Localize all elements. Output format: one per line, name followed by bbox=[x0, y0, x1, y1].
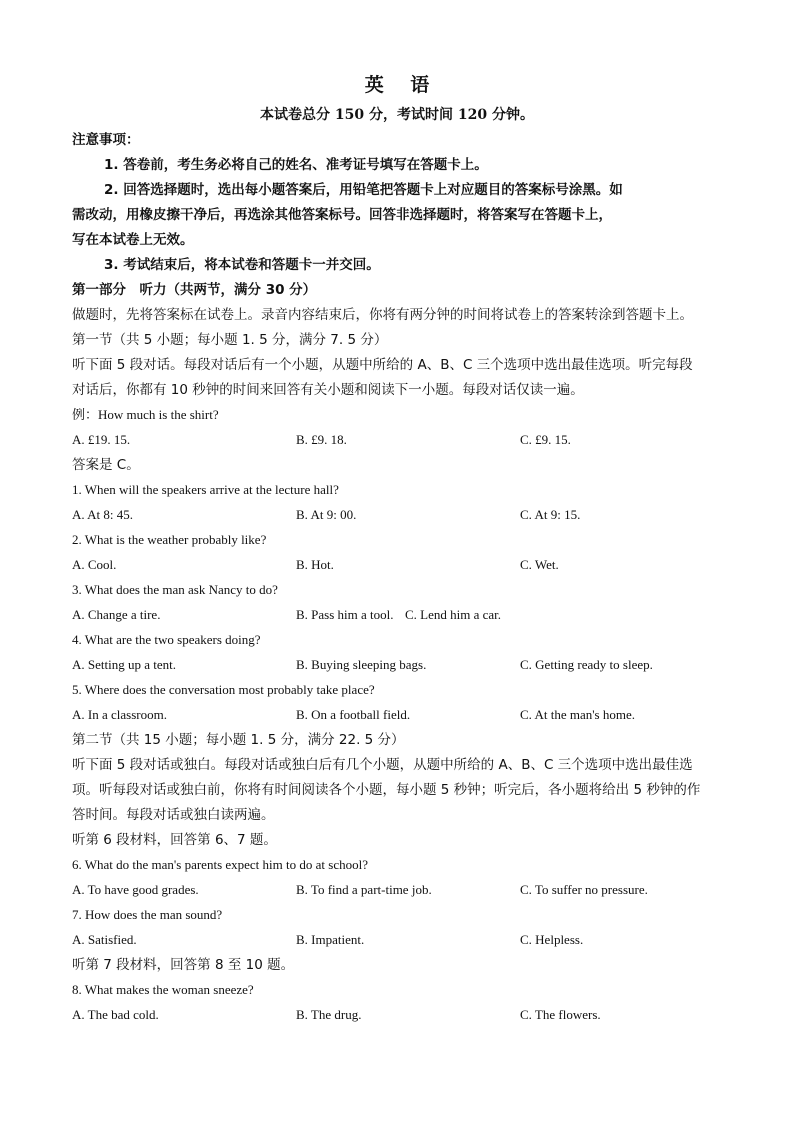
question-4: 4. What are the two speakers doing? bbox=[72, 632, 261, 647]
question-7-option-b: B. Impatient. bbox=[296, 932, 365, 947]
note-2-line-1: 2. 回答选择题时，选出每小题答案后，用铅笔把答题卡上对应题目的答案标号涂黑。如 bbox=[104, 182, 623, 198]
question-4-option-a: A. Setting up a tent. bbox=[72, 657, 176, 672]
question-1: 1. When will the speakers arrive at the lecture hall? bbox=[72, 482, 339, 497]
question-3-option-c: C. Lend him a car. bbox=[405, 607, 502, 622]
question-1-option-b: B. At 9: 00. bbox=[296, 507, 357, 522]
question-6: 6. What do the man's parents expect him to do at school? bbox=[72, 857, 368, 872]
example-question: 例：How much is the shirt? bbox=[72, 407, 219, 422]
notes-heading: 注意事项： bbox=[72, 132, 140, 148]
material-6-heading: 听第 6 段材料，回答第 6、7 题。 bbox=[72, 832, 277, 848]
note-1: 1. 答卷前，考生务必将自己的姓名、准考证号填写在答题卡上。 bbox=[104, 157, 488, 173]
example-option-b: B. £9. 18. bbox=[296, 432, 347, 447]
question-1-option-a: A. At 8: 45. bbox=[72, 507, 134, 522]
question-6-option-b: B. To find a part-time job. bbox=[296, 882, 432, 897]
note-2-line-3: 写在本试卷上无效。 bbox=[72, 232, 194, 248]
exam-info: 本试卷总分 150 分，考试时间 120 分钟。 bbox=[260, 107, 534, 123]
example-answer: 答案是 C。 bbox=[72, 457, 140, 473]
question-3-option-b: B. Pass him a tool. bbox=[296, 607, 394, 622]
section2-instruction-line-1: 听下面 5 段对话或独白。每段对话或独白后有几个小题，从题中所给的 A、B、C 三个选项中选出最佳选 bbox=[72, 757, 693, 773]
question-6-option-c: C. To suffer no pressure. bbox=[520, 882, 648, 897]
section2-instruction-line-3: 答时间。每段对话或独白读两遍。 bbox=[72, 807, 275, 823]
part1-heading: 第一部分 听力（共两节，满分 30 分） bbox=[72, 282, 317, 298]
question-8: 8. What makes the woman sneeze? bbox=[72, 982, 254, 997]
question-6-option-a: A. To have good grades. bbox=[72, 882, 199, 897]
question-5-option-c: C. At the man's home. bbox=[520, 707, 636, 722]
question-2-option-a: A. Cool. bbox=[72, 557, 117, 572]
section1-instruction-line-1: 听下面 5 段对话。每段对话后有一个小题，从题中所给的 A、B、C 三个选项中选出最佳选项。听完每段 bbox=[72, 357, 693, 373]
question-3-option-a: A. Change a tire. bbox=[72, 607, 161, 622]
question-8-option-c: C. The flowers. bbox=[520, 1007, 601, 1022]
example-option-c: C. £9. 15. bbox=[520, 432, 571, 447]
question-5: 5. Where does the conversation most probably take place? bbox=[72, 682, 375, 697]
question-7-option-c: C. Helpless. bbox=[520, 932, 584, 947]
question-4-option-c: C. Getting ready to sleep. bbox=[520, 657, 653, 672]
question-2: 2. What is the weather probably like? bbox=[72, 532, 267, 547]
section1-instruction-line-2: 对话后，你都有 10 秒钟的时间来回答有关小题和阅读下一小题。每段对话仅读一遍。 bbox=[72, 382, 584, 398]
question-2-option-b: B. Hot. bbox=[296, 557, 334, 572]
section1-heading: 第一节（共 5 小题；每小题 1. 5 分，满分 7. 5 分） bbox=[72, 332, 388, 348]
page-title: 英 语 bbox=[364, 74, 440, 96]
question-3: 3. What does the man ask Nancy to do? bbox=[72, 582, 278, 597]
section2-instruction-line-2: 项。听每段对话或独白前，你将有时间阅读各个小题，每小题 5 秒钟；听完后，各小题将给出 5 秒钟的作 bbox=[72, 782, 701, 798]
material-7-heading: 听第 7 段材料，回答第 8 至 10 题。 bbox=[72, 957, 295, 973]
question-2-option-c: C. Wet. bbox=[520, 557, 559, 572]
question-1-option-c: C. At 9: 15. bbox=[520, 507, 581, 522]
question-7-option-a: A. Satisfied. bbox=[72, 932, 137, 947]
question-5-option-b: B. On a football field. bbox=[296, 707, 411, 722]
part1-intro: 做题时，先将答案标在试卷上。录音内容结束后，你将有两分钟的时间将试卷上的答案转涂到答题卡上。 bbox=[72, 307, 693, 323]
question-8-option-a: A. The bad cold. bbox=[72, 1007, 159, 1022]
section2-heading: 第二节（共 15 小题；每小题 1. 5 分，满分 22. 5 分） bbox=[72, 732, 405, 748]
question-4-option-b: B. Buying sleeping bags. bbox=[296, 657, 427, 672]
note-2-line-2: 需改动，用橡皮擦干净后，再选涂其他答案标号。回答非选择题时，将答案写在答题卡上， bbox=[72, 207, 612, 223]
question-8-option-b: B. The drug. bbox=[296, 1007, 362, 1022]
question-5-option-a: A. In a classroom. bbox=[72, 707, 167, 722]
question-7: 7. How does the man sound? bbox=[72, 907, 223, 922]
note-3: 3. 考试结束后，将本试卷和答题卡一并交回。 bbox=[104, 257, 380, 273]
example-option-a: A. £19. 15. bbox=[72, 432, 131, 447]
